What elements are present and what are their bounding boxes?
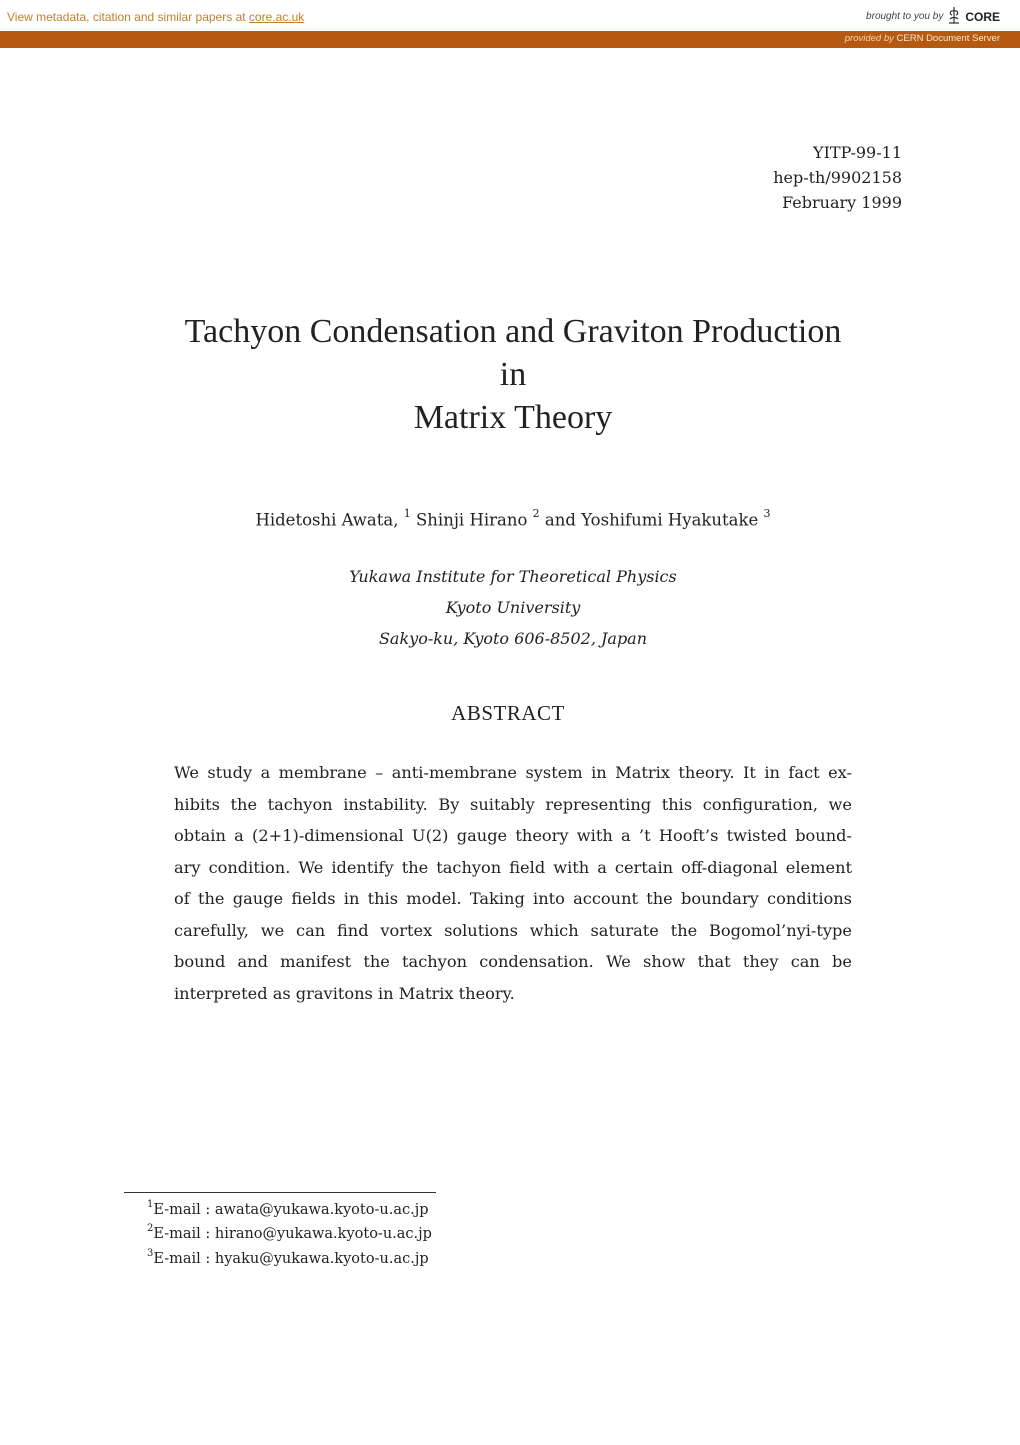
footnote-email: awata@yukawa.kyoto-u.ac.jp: [214, 1201, 429, 1218]
brought-text: brought to you by: [866, 11, 944, 22]
provider-band: [0, 31, 1020, 48]
metadata-text: View metadata, citation and similar papers at: [7, 10, 246, 24]
arxiv-id: hep-th/9902158: [773, 168, 902, 187]
author-name: Hidetoshi Awata,: [255, 510, 399, 530]
abstract-line: hibits the tachyon instability. By suitably representing this configuration, we: [174, 794, 852, 814]
abstract-line: We study a membrane – anti-membrane system in Matrix theory. It in fact ex-: [174, 763, 852, 782]
author-mark: 3: [763, 507, 771, 520]
abstract-body: [174, 757, 852, 1009]
footnote: [147, 1245, 432, 1269]
footnote-label: E-mail :: [153, 1226, 211, 1243]
preprint-info: [773, 140, 902, 215]
author-list: [0, 509, 1020, 530]
footnote-label: E-mail :: [153, 1250, 211, 1267]
footnote-mark: 2: [147, 1223, 154, 1235]
footnote: [147, 1220, 432, 1244]
footnote-mark: 1: [147, 1199, 154, 1210]
core-header: [0, 0, 1020, 30]
provider-name: CERN Document Server: [896, 33, 1000, 44]
footnote-mark: 3: [147, 1247, 154, 1259]
author-name: Yoshifumi Hyakutake: [581, 510, 759, 530]
author-mark: 1: [403, 507, 411, 520]
core-logo-icon: [947, 6, 961, 27]
abstract-heading: ABSTRACT: [451, 701, 565, 725]
abstract-line: carefully, we can find vortex solutions which saturate the Bogomol’nyi-type: [174, 920, 852, 940]
author-name: Shinji Hirano: [415, 510, 528, 530]
affiliation: [0, 561, 1020, 654]
affiliation-line: Sakyo-ku, Kyoto 606-8502, Japan: [378, 629, 648, 648]
abstract-line: interpreted as gravitons in Matrix theory.: [174, 983, 515, 1003]
footnote-email: hirano@yukawa.kyoto-u.ac.jp: [214, 1226, 432, 1243]
provided-by: [845, 33, 1000, 44]
title-line: Tachyon Condensation and Graviton Production: [184, 313, 842, 350]
title-line: in: [499, 356, 527, 393]
abstract-line: obtain a (2+1)-dimensional U(2) gauge theory with a ’t Hooft’s twisted bound-: [174, 826, 852, 845]
footnote-rule: [124, 1192, 436, 1193]
footnote-label: E-mail :: [153, 1201, 211, 1218]
abstract-line: of the gauge fields in this model. Taking into account the boundary conditions: [174, 889, 852, 908]
core-link[interactable]: core.ac.uk: [248, 10, 305, 24]
metadata-notice: [7, 10, 304, 24]
abstract-line: ary condition. We identify the tachyon field with a certain off-diagonal element: [174, 857, 852, 877]
brought-by: [866, 6, 1000, 27]
core-name: CORE: [965, 9, 1000, 24]
preprint-date: February 1999: [782, 193, 902, 212]
footnote: [147, 1196, 432, 1220]
abstract-line: bound and manifest the tachyon condensation. We show that they can be: [174, 952, 852, 971]
author-mark: 2: [532, 507, 540, 520]
footnotes: [147, 1196, 432, 1269]
author-connector: and: [544, 510, 576, 530]
affiliation-line: Yukawa Institute for Theoretical Physics: [349, 567, 677, 586]
affiliation-line: Kyoto University: [445, 598, 581, 617]
title-line: Matrix Theory: [413, 399, 613, 436]
footnote-email: hyaku@yukawa.kyoto-u.ac.jp: [214, 1250, 429, 1267]
provided-prefix: provided by: [844, 33, 894, 44]
paper-title: [0, 310, 1020, 439]
report-number: YITP-99-11: [813, 143, 902, 162]
